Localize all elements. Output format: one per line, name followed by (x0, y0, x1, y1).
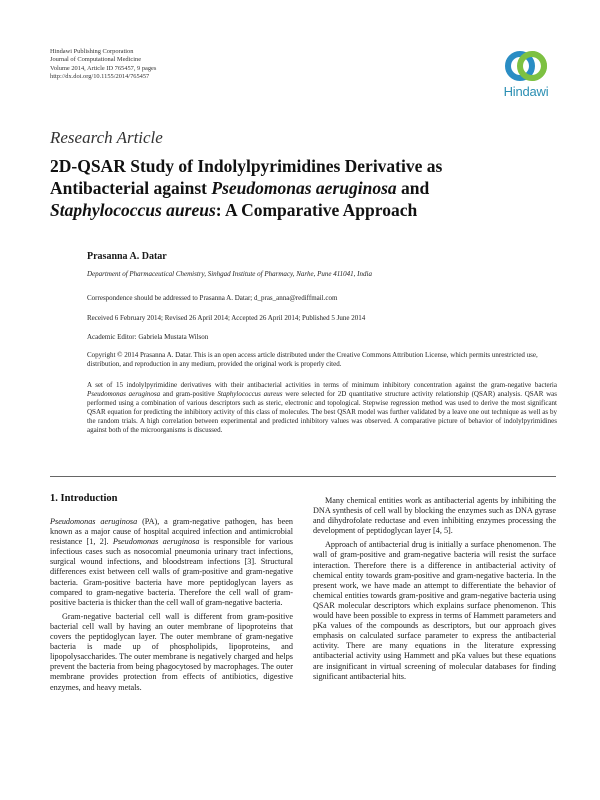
paragraph: Approach of antibacterial drug is initially a surface phenomenon. The wall of gram-positive and gram-negative bacteria will resist the surface interaction. Therefore there is a difference in antibacterial activity of chemical entity towards gram-positive and gram-negative bacteria. In the present work, we have made an attempt to differentiate the behavior of chemical entities towards gram-positive and gram-negative bacteria using QSAR molecular descriptors which explains surface phenomenon. This would have been possible to express in terms of Hammett parameters and pKa values of the compounds as descriptors, but our approach gives emphasis on calculated surface parameter to express the antibacterial activity. There are many equations in the literature expressing antibacterial activity using Hammett and pKa values but these equations are insignificant in virtual screening of molecular databases for finding significant antibacterial hits. (313, 540, 556, 681)
publisher-name: Hindawi Publishing Corporation (50, 48, 134, 55)
organism-name: Pseudomonas aeruginosa (112, 537, 200, 547)
article-type: Research Article (50, 128, 163, 147)
abstract (87, 381, 557, 436)
paragraph: Gram-negative bacterial cell wall is different from gram-positive bacterial cell wall by having an outer membrane of lipoproteins that covers the peptidoglycan layer. The outer membrane of gram-negative bacteria is made up of phospholipids, lipoproteins, and lipopolysaccharides. The outer membrane is negatively charged and helps prevent the bacteria from being phagocytosed by macrophages. The outer membrane provides protection from effects of antibiotics, digestive enzymes, and heavy metals. (50, 611, 293, 692)
abstract-text: A set of 15 indolylpyrimidine derivatives with their antibacterial activities in terms of minimum inhibitory concentration against the gram-negative bacteria (87, 381, 557, 389)
title-part: : A Comparative Approach (215, 200, 418, 220)
paragraph: Many chemical entities work as antibacterial agents by inhibiting the DNA synthesis of cell wall by blocking the enzymes such as DNA gyrase and dihydrofolate reductase and even inhibiting enzymes processing the development of peptidoglycan layer [4, 5]. (313, 496, 556, 536)
title-part: 2D-QSAR Study of Indolylpyrimidines Derivative as (50, 156, 443, 176)
organism-name: Pseudomonas aeruginosa (50, 517, 138, 526)
volume-info: Volume 2014, Article ID 765457, 9 pages (50, 64, 157, 72)
right-column (313, 496, 556, 686)
abstract-text: were selected for 2D quantitative structure activity relationship (QSAR) analysis. QSAR was performed using a combination of various descriptors such as steric, electronic and topological. Stepwise regression method was used to derive the most significant QSAR equation for predicting the inhibitory activity of this class of molecules. The best QSAR model was further validated by a leave one out technique as well as by the random trials. A high correlation between experimental and predicted inhibitory values was observed. A comparative picture of behavior of indolylpyrimidines against both of the microorganisms is discussed. (87, 390, 557, 435)
paper-title (50, 155, 550, 221)
logo-text: Hindawi (503, 84, 549, 99)
title-part: and (396, 178, 430, 198)
abstract-text: and gram-positive (160, 390, 218, 399)
paragraph (50, 517, 293, 608)
hindawi-logo[interactable] (496, 46, 556, 108)
paragraph-text: is responsible for various infectious cases such as nosocomial pneumonia urinary tract infections, surgical wound infections, and bloodstream infections [3]. Structural differences exist between cell walls of gram-positive and gram-negative bacteria. Gram-positive bacteria have more peptidoglycan layers as compared to gram-negative bacteria. Therefore the cell wall of gram-positive bacteria is thicker than the cell wall of gram-negative bacteria. (50, 537, 293, 607)
section-heading: 1. Introduction (50, 493, 118, 504)
paragraph-text: (PA), a gram-negative pathogen, has been known as a major cause of hospital acquired infection and antimicrobial resistance [1, 2]. (50, 517, 293, 547)
author-name: Prasanna A. Datar (87, 251, 167, 262)
correspondence: Correspondence should be addressed to Prasanna A. Datar; d_pras_anna@rediffmail.com (87, 294, 338, 302)
journal-name: Journal of Computational Medicine (50, 56, 142, 64)
title-part: Antibacterial against (50, 178, 212, 198)
doi-link[interactable]: http://dx.doi.org/10.1155/2014/765457 (50, 72, 150, 80)
title-organism: Pseudomonas aeruginosa (211, 178, 397, 198)
copyright-notice: Copyright © 2014 Prasanna A. Datar. This is an open access article distributed under the Creative Commons Attribution License, which permits unrestricted use, distribution, and reproduction in any medium, provided the original work is properly cited. (87, 351, 538, 368)
article-dates: Received 6 February 2014; Revised 26 April 2014; Accepted 26 April 2014; Published 5 June 2014 (87, 314, 366, 322)
hindawi-logo-icon (503, 46, 549, 86)
left-column (50, 517, 293, 697)
journal-header (50, 48, 156, 81)
abstract-organism: Staphylococcus aureus (217, 390, 283, 399)
academic-editor: Academic Editor: Gabriela Mustata Wilson (87, 333, 209, 341)
section-divider (50, 476, 556, 477)
abstract-organism: Pseudomonas aeruginosa (87, 390, 161, 399)
title-organism: Staphylococcus aureus (50, 200, 216, 220)
affiliation: Department of Pharmaceutical Chemistry, Sinhgad Institute of Pharmacy, Narhe, Pune 411041, India (87, 270, 372, 278)
